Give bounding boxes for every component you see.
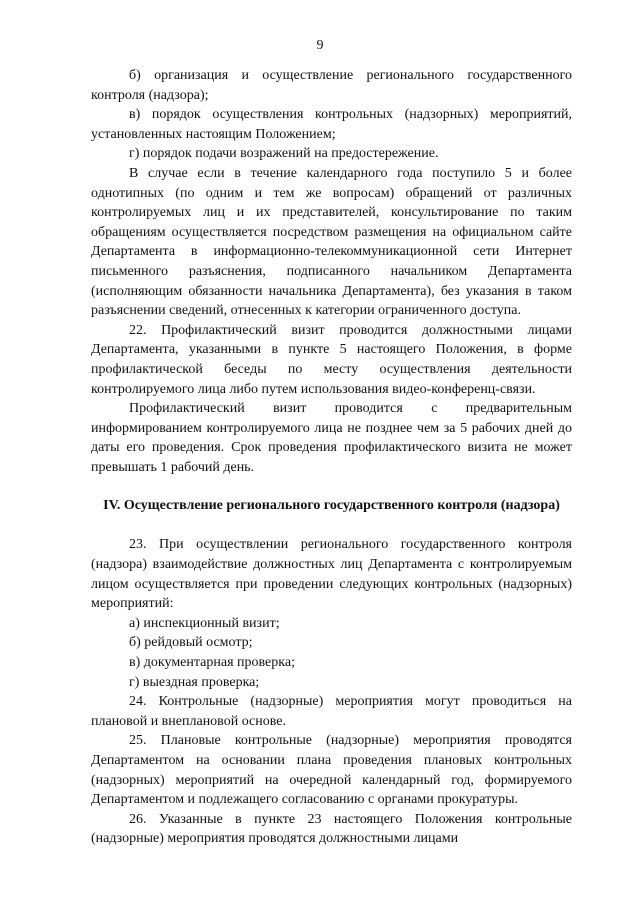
paragraph-visit-notice: Профилактический визит проводится с предварительным информированием контролируемого лица не позднее чем за 5 рабочих дней до даты его проведения. Срок проведения профилактического визита не может превышать 1 рабочий день. <box>91 401 572 475</box>
paragraph-clause-24: 24. Контрольные (надзорные) мероприятия могут проводиться на плановой и внеплановой основе. <box>91 694 572 729</box>
paragraph-g-objections: г) порядок подачи возражений на предостережение. <box>129 146 439 162</box>
paragraph-clause-23: 23. При осуществлении регионального государственного контроля (надзора) взаимодействие должностных лиц Департамента с контролируемым лицом осуществляется при проведении следующих контрольных (надзорных) мероприятий: <box>91 537 572 612</box>
paragraph-v-procedure: в) порядок осуществления контрольных (надзорных) мероприятий, установленных настоящим Положением; <box>91 107 572 142</box>
list-item-inspection-visit: а) инспекционный визит; <box>129 615 280 631</box>
paragraph-clause-26: 26. Указанные в пункте 23 настоящего Положения контрольные (надзорные) мероприятия проводятся должностными лицами <box>91 811 572 847</box>
paragraph-consultation-rule: В случае если в течение календарного года поступило 5 и более однотипных (по одним и тем же вопросам) обращений от различных контролируемых лиц и их представителей, консультирование по таким обращениям осуществляется посредством размещения на официальном сайте Департамента в информационно-телекоммуникационной сети Интернет письменного разъяснения, подписанного начальником Департамента (исполняющим обязанности начальника Департамента), без указания в таком разъяснении сведений, отнесенных к категории ограниченного доступа. <box>91 165 572 319</box>
list-item-raid-inspection: б) рейдовый осмотр; <box>129 635 253 651</box>
section-heading: IV. Осуществление регионального государственного контроля (надзора) <box>103 498 560 514</box>
list-item-documentary-check: в) документарная проверка; <box>129 655 295 671</box>
list-item-field-check: г) выездная проверка; <box>129 674 260 690</box>
paragraph-clause-22: 22. Профилактический визит проводится должностными лицами Департамента, указанными в пункте 5 настоящего Положения, в форме профилактической беседы по месту осуществления деятельности контролируемого лица либо путем использования видео-конференц-связи. <box>91 322 572 397</box>
paragraph-clause-25: 25. Плановые контрольные (надзорные) мероприятия проводятся Департаментом на основании плана проведения плановых контрольных (надзорных) мероприятий на очередной календарный год, формируемого Департаментом и подлежащего согласованию с органами прокуратуры. <box>91 733 572 808</box>
page-content <box>91 66 572 849</box>
paragraph-b-organization: б) организация и осуществление регионального государственного контроля (надзора); <box>91 68 572 103</box>
page-number: 9 <box>316 38 324 53</box>
